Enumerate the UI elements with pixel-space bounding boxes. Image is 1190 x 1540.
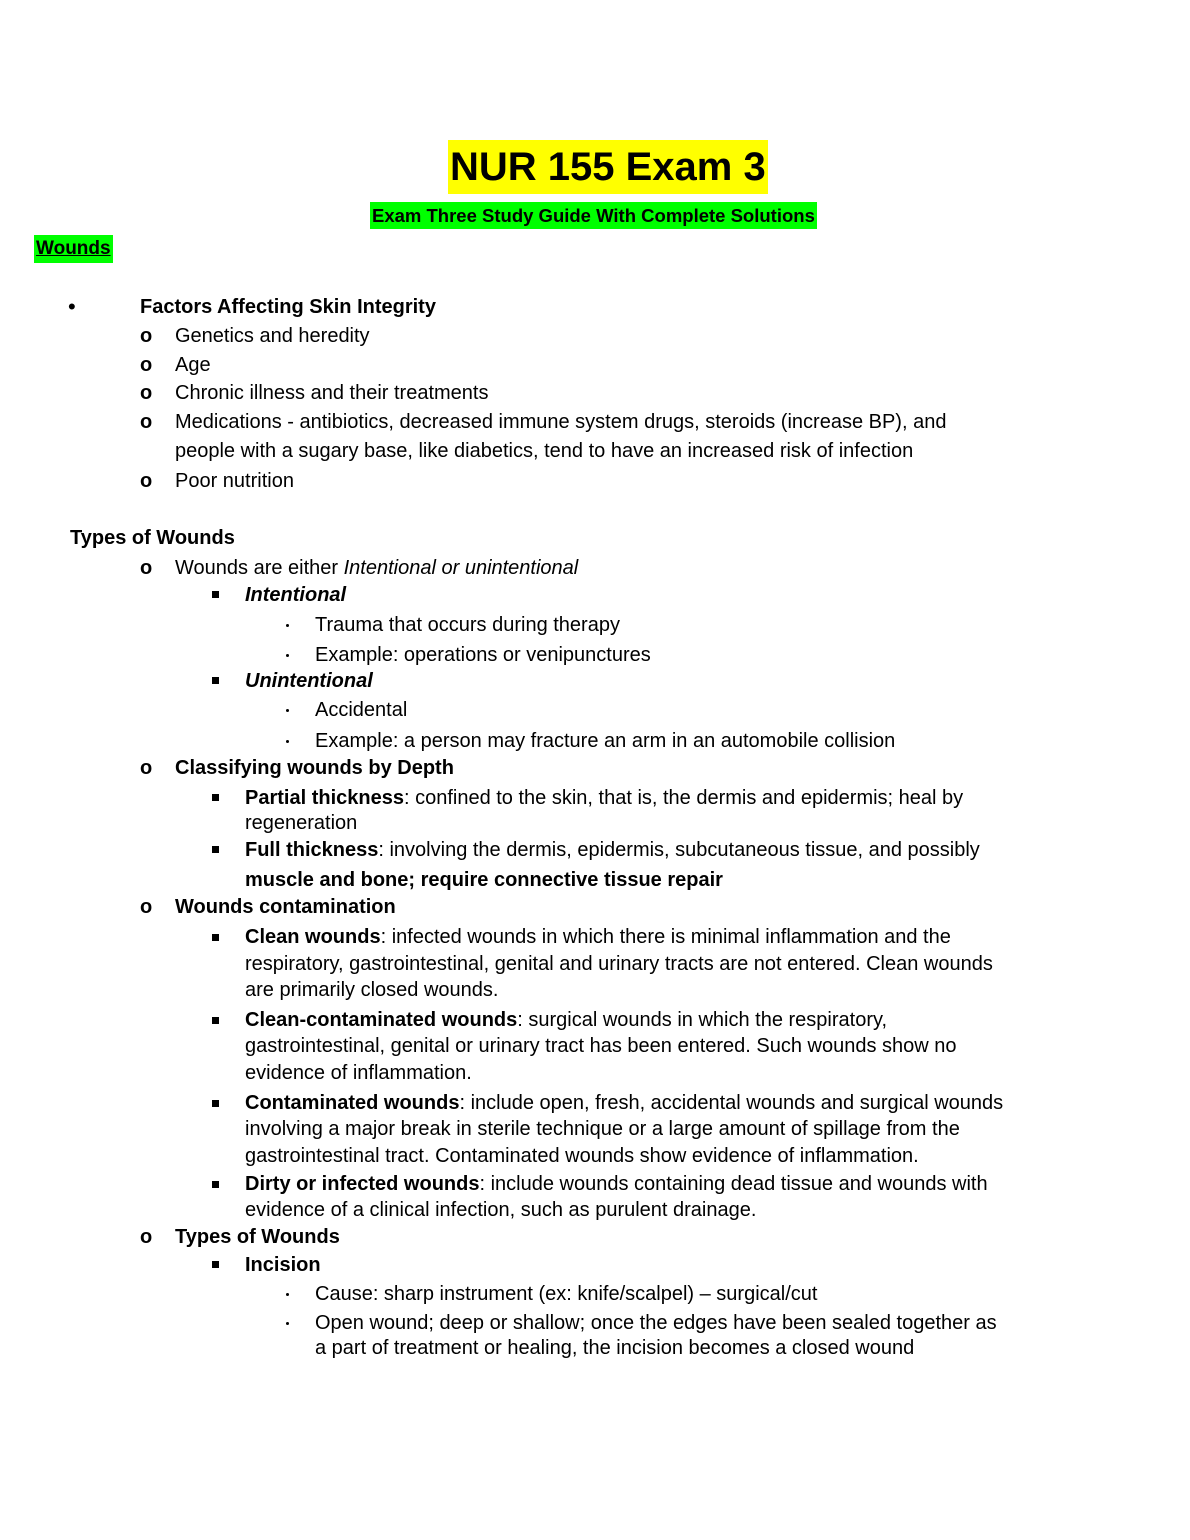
intentional-label: Intentional	[245, 584, 347, 606]
bullet-icon: •	[68, 294, 76, 319]
small-bullet-icon	[286, 654, 289, 657]
small-bullet-icon	[286, 709, 289, 712]
types-of-wounds-heading: Types of Wounds	[70, 527, 235, 549]
clean-wounds-item: Clean wounds: infected wounds in which there is minimal inflammation and the	[245, 926, 951, 948]
list-item-continuation: respiratory, gastrointestinal, genital and urinary tracts are not entered. Clean wounds	[245, 953, 993, 975]
square-bullet-icon	[212, 846, 219, 853]
circle-bullet-icon: o	[140, 411, 153, 433]
small-bullet-icon	[286, 1293, 289, 1296]
circle-bullet-icon: o	[140, 1226, 153, 1248]
small-bullet-icon	[286, 1322, 289, 1325]
circle-bullet-icon: o	[140, 896, 153, 918]
circle-bullet-icon: o	[140, 354, 153, 376]
square-bullet-icon	[212, 934, 219, 941]
list-item-continuation: gastrointestinal, genital or urinary tract has been entered. Such wounds show no	[245, 1035, 957, 1057]
wounds-intro: Wounds are either Intentional or unintentional	[175, 557, 579, 579]
list-item: Example: operations or venipunctures	[315, 644, 651, 666]
partial-thickness-item: Partial thickness: confined to the skin, that is, the dermis and epidermis; heal by	[245, 787, 964, 809]
section-heading-wounds: Wounds	[34, 235, 113, 263]
square-bullet-icon	[212, 794, 219, 801]
small-bullet-icon	[286, 740, 289, 743]
page-title: NUR 155 Exam 3	[448, 140, 768, 194]
square-bullet-icon	[212, 1261, 219, 1268]
unintentional-label: Unintentional	[245, 670, 373, 692]
list-item-continuation: evidence of a clinical infection, such as purulent drainage.	[245, 1199, 757, 1221]
list-item: Accidental	[315, 699, 408, 721]
list-item: Age	[175, 354, 211, 376]
circle-bullet-icon: o	[140, 470, 153, 492]
incision-label: Incision	[245, 1254, 321, 1276]
depth-heading: Classifying wounds by Depth	[175, 757, 454, 779]
square-bullet-icon	[212, 1017, 219, 1024]
dirty-wounds-item: Dirty or infected wounds: include wounds containing dead tissue and wounds with	[245, 1173, 988, 1195]
list-item-continuation: evidence of inflammation.	[245, 1062, 472, 1084]
square-bullet-icon	[212, 1100, 219, 1107]
list-item: Chronic illness and their treatments	[175, 382, 489, 404]
circle-bullet-icon: o	[140, 757, 153, 779]
list-item-continuation: involving a major break in sterile technique or a large amount of spillage from the	[245, 1118, 960, 1140]
list-item: Cause: sharp instrument (ex: knife/scalpel) – surgical/cut	[315, 1283, 818, 1305]
list-item: Medications - antibiotics, decreased immune system drugs, steroids (increase BP), and	[175, 411, 947, 433]
page-subtitle: Exam Three Study Guide With Complete Solutions	[370, 202, 817, 229]
list-item: Poor nutrition	[175, 470, 294, 492]
types-subheading: Types of Wounds	[175, 1226, 340, 1248]
contamination-heading: Wounds contamination	[175, 896, 396, 918]
square-bullet-icon	[212, 1181, 219, 1188]
list-item: Trauma that occurs during therapy	[315, 614, 620, 636]
square-bullet-icon	[212, 677, 219, 684]
list-item-continuation: muscle and bone; require connective tissue repair	[245, 869, 723, 891]
list-item: Genetics and heredity	[175, 325, 370, 347]
small-bullet-icon	[286, 624, 289, 627]
list-item: Example: a person may fracture an arm in an automobile collision	[315, 730, 896, 752]
list-item: Open wound; deep or shallow; once the edges have been sealed together as	[315, 1312, 997, 1334]
list-item-continuation: regeneration	[245, 812, 358, 834]
square-bullet-icon	[212, 591, 219, 598]
factors-heading: Factors Affecting Skin Integrity	[140, 296, 436, 318]
clean-contaminated-item: Clean-contaminated wounds: surgical wounds in which the respiratory,	[245, 1009, 888, 1031]
list-item-continuation: people with a sugary base, like diabetics, tend to have an increased risk of infection	[175, 440, 914, 462]
list-item-continuation: gastrointestinal tract. Contaminated wounds show evidence of inflammation.	[245, 1145, 919, 1167]
contaminated-wounds-item: Contaminated wounds: include open, fresh, accidental wounds and surgical wounds	[245, 1092, 1004, 1114]
circle-bullet-icon: o	[140, 382, 153, 404]
list-item-continuation: a part of treatment or healing, the incision becomes a closed wound	[315, 1337, 915, 1359]
circle-bullet-icon: o	[140, 557, 153, 579]
list-item-continuation: are primarily closed wounds.	[245, 979, 499, 1001]
full-thickness-item: Full thickness: involving the dermis, epidermis, subcutaneous tissue, and possibly	[245, 839, 980, 861]
circle-bullet-icon: o	[140, 325, 153, 347]
